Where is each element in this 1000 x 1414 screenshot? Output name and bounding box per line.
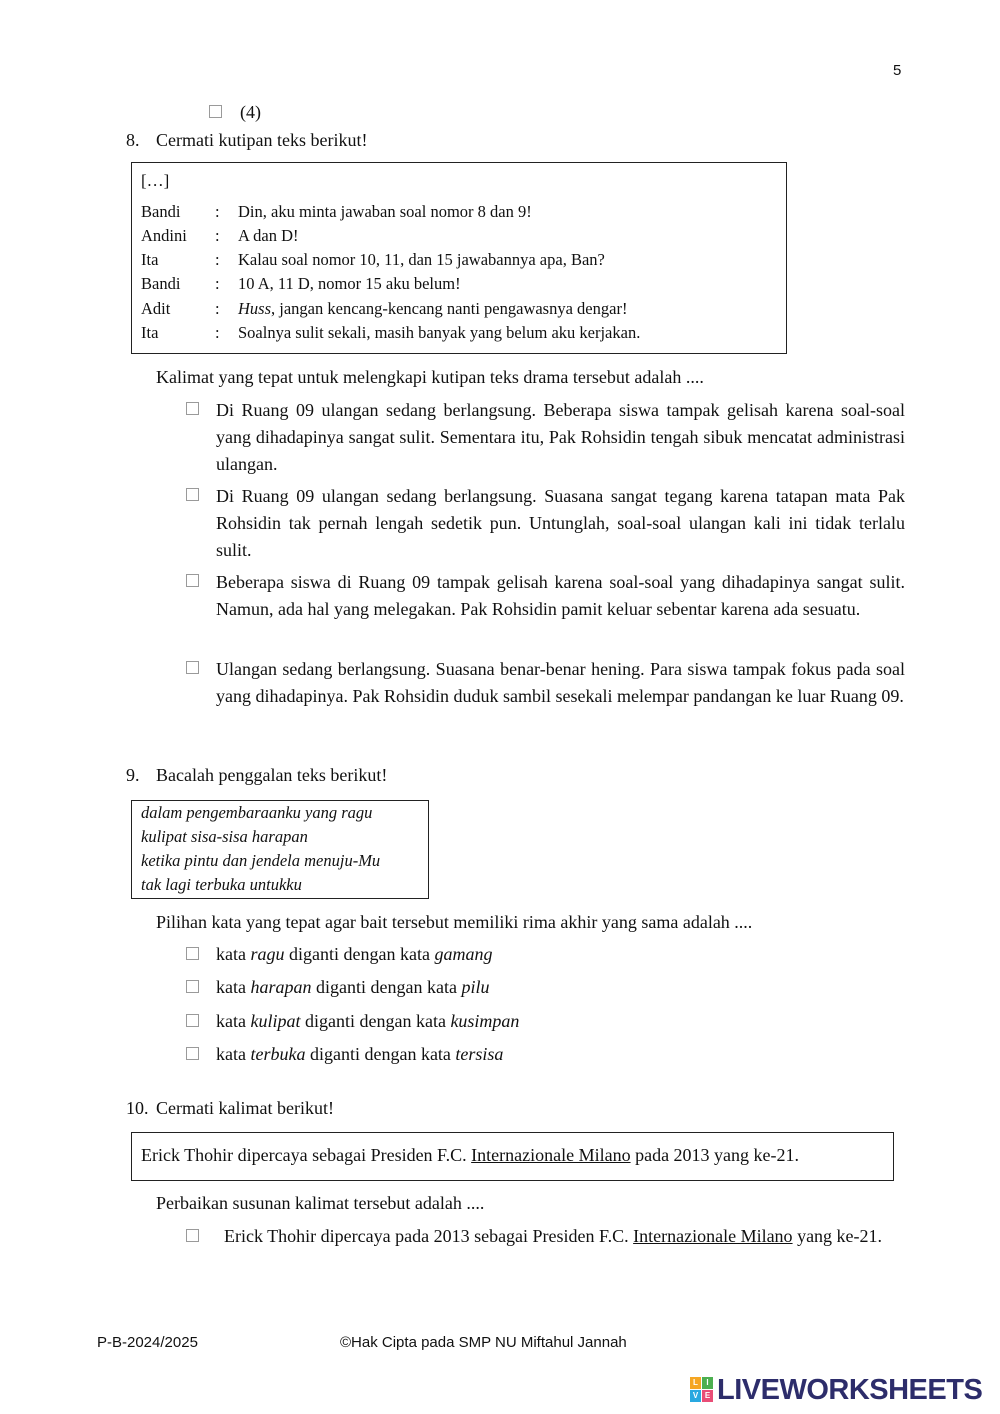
option-checkbox[interactable] [186,1014,199,1027]
dialogue-text: Soalnya sulit sekali, masih banyak yang belum aku kerjakan. [238,323,641,342]
option-text: Beberapa siswa di Ruang 09 tampak gelisah karena soal-soal yang dihadapinya sangat sulit. Namun, ada hal yang melegakan. Pak Rohsidin pamit keluar sebentar karena ada sesuatu. [216,572,905,619]
ellipsis: […] [141,171,170,190]
option-text: kata terbuka diganti dengan kata tersisa [216,1044,504,1064]
page-number: 5 [893,62,902,79]
option-text: kata ragu diganti dengan kata gamang [216,944,493,964]
option-text: Ulangan sedang berlangsung. Suasana benar-benar hening. Para siswa tampak fokus pada soal yang dihadapinya. Pak Rohsidin duduk sambil sesekali melempar pandangan ke luar Ruang 09. [216,659,905,706]
question-number: 8. [126,130,140,150]
option-checkbox[interactable] [186,488,199,501]
question-number: 10. [126,1098,149,1118]
question-text: Perbaikan susunan kalimat tersebut adalah .... [156,1193,485,1213]
poem-line: tak lagi terbuka untukku [141,875,302,894]
question-text: Kalimat yang tepat untuk melengkapi kutipan teks drama tersebut adalah .... [156,367,704,387]
colon: : [215,226,220,245]
logo-mark-icon: L I V E [690,1377,714,1403]
question-instruction: Cermati kalimat berikut! [156,1098,334,1118]
poem-line: dalam pengembaraanku yang ragu [141,803,373,822]
speaker: Bandi [141,274,181,293]
option-text: Di Ruang 09 ulangan sedang berlangsung. Beberapa siswa tampak gelisah karena soal-soal yang dihadapinya sangat sulit. Sementara itu, Pak Rohsidin tengah sibuk mencatat administrasi ulangan. [216,400,905,474]
option-label: (4) [240,102,261,122]
question-text: Pilihan kata yang tepat agar bait tersebut memiliki rima akhir yang sama adalah .... [156,912,753,932]
option-checkbox[interactable] [186,574,199,587]
poem-box [131,800,429,899]
dialogue-text: Huss, jangan kencang-kencang nanti pengawasnya dengar! [238,299,628,318]
option-text: kata harapan diganti dengan kata pilu [216,977,490,997]
option-text: Erick Thohir dipercaya pada 2013 sebagai Presiden F.C. Internazionale Milano yang ke-21. [224,1226,883,1246]
logo-text: LIVEWORKSHEETS [717,1374,983,1406]
dialogue-text: 10 A, 11 D, nomor 15 aku belum! [238,274,461,293]
colon: : [215,250,220,269]
colon: : [215,274,220,293]
speaker: Ita [141,250,159,269]
interjection: Huss [238,299,272,318]
speaker: Adit [141,299,171,318]
option-checkbox[interactable] [186,402,199,415]
option-checkbox[interactable] [186,947,199,960]
question-instruction: Cermati kutipan teks berikut! [156,130,368,150]
sentence-box [131,1132,894,1181]
colon: : [215,299,220,318]
dialogue-text: Kalau soal nomor 10, 11, dan 15 jawabannya apa, Ban? [238,250,605,269]
option-checkbox[interactable] [186,1047,199,1060]
poem-line: kulipat sisa-sisa harapan [141,827,308,846]
option-checkbox[interactable] [186,1229,199,1242]
sentence-text: Erick Thohir dipercaya sebagai Presiden F.C. Internazionale Milano pada 2013 yang ke-21. [141,1145,800,1165]
option-text: kata kulipat diganti dengan kata kusimpan [216,1011,520,1031]
speaker: Ita [141,323,159,342]
speaker: Andini [141,226,187,245]
colon: : [215,323,220,342]
liveworksheets-logo [690,1373,990,1407]
poem-line: ketika pintu dan jendela menuju-Mu [141,851,381,870]
dialogue-text: A dan D! [238,226,299,245]
document-code: P-B-2024/2025 [97,1334,198,1351]
question-instruction: Bacalah penggalan teks berikut! [156,765,388,785]
option-checkbox[interactable] [186,661,199,674]
dialogue-text: Din, aku minta jawaban soal nomor 8 dan 9! [238,202,532,221]
option-checkbox[interactable] [209,105,222,118]
question-number: 9. [126,765,140,785]
option-text: Di Ruang 09 ulangan sedang berlangsung. Suasana sangat tegang karena tatapan mata Pak Rohsidin tak pernah lengah sedetik pun. Untunglah, soal-soal ulangan kali ini tidak terlalu sulit. [216,486,905,560]
speaker: Bandi [141,202,181,221]
copyright: ©Hak Cipta pada SMP NU Miftahul Jannah [340,1334,627,1351]
colon: : [215,202,220,221]
option-checkbox[interactable] [186,980,199,993]
dialogue-box [131,162,787,354]
